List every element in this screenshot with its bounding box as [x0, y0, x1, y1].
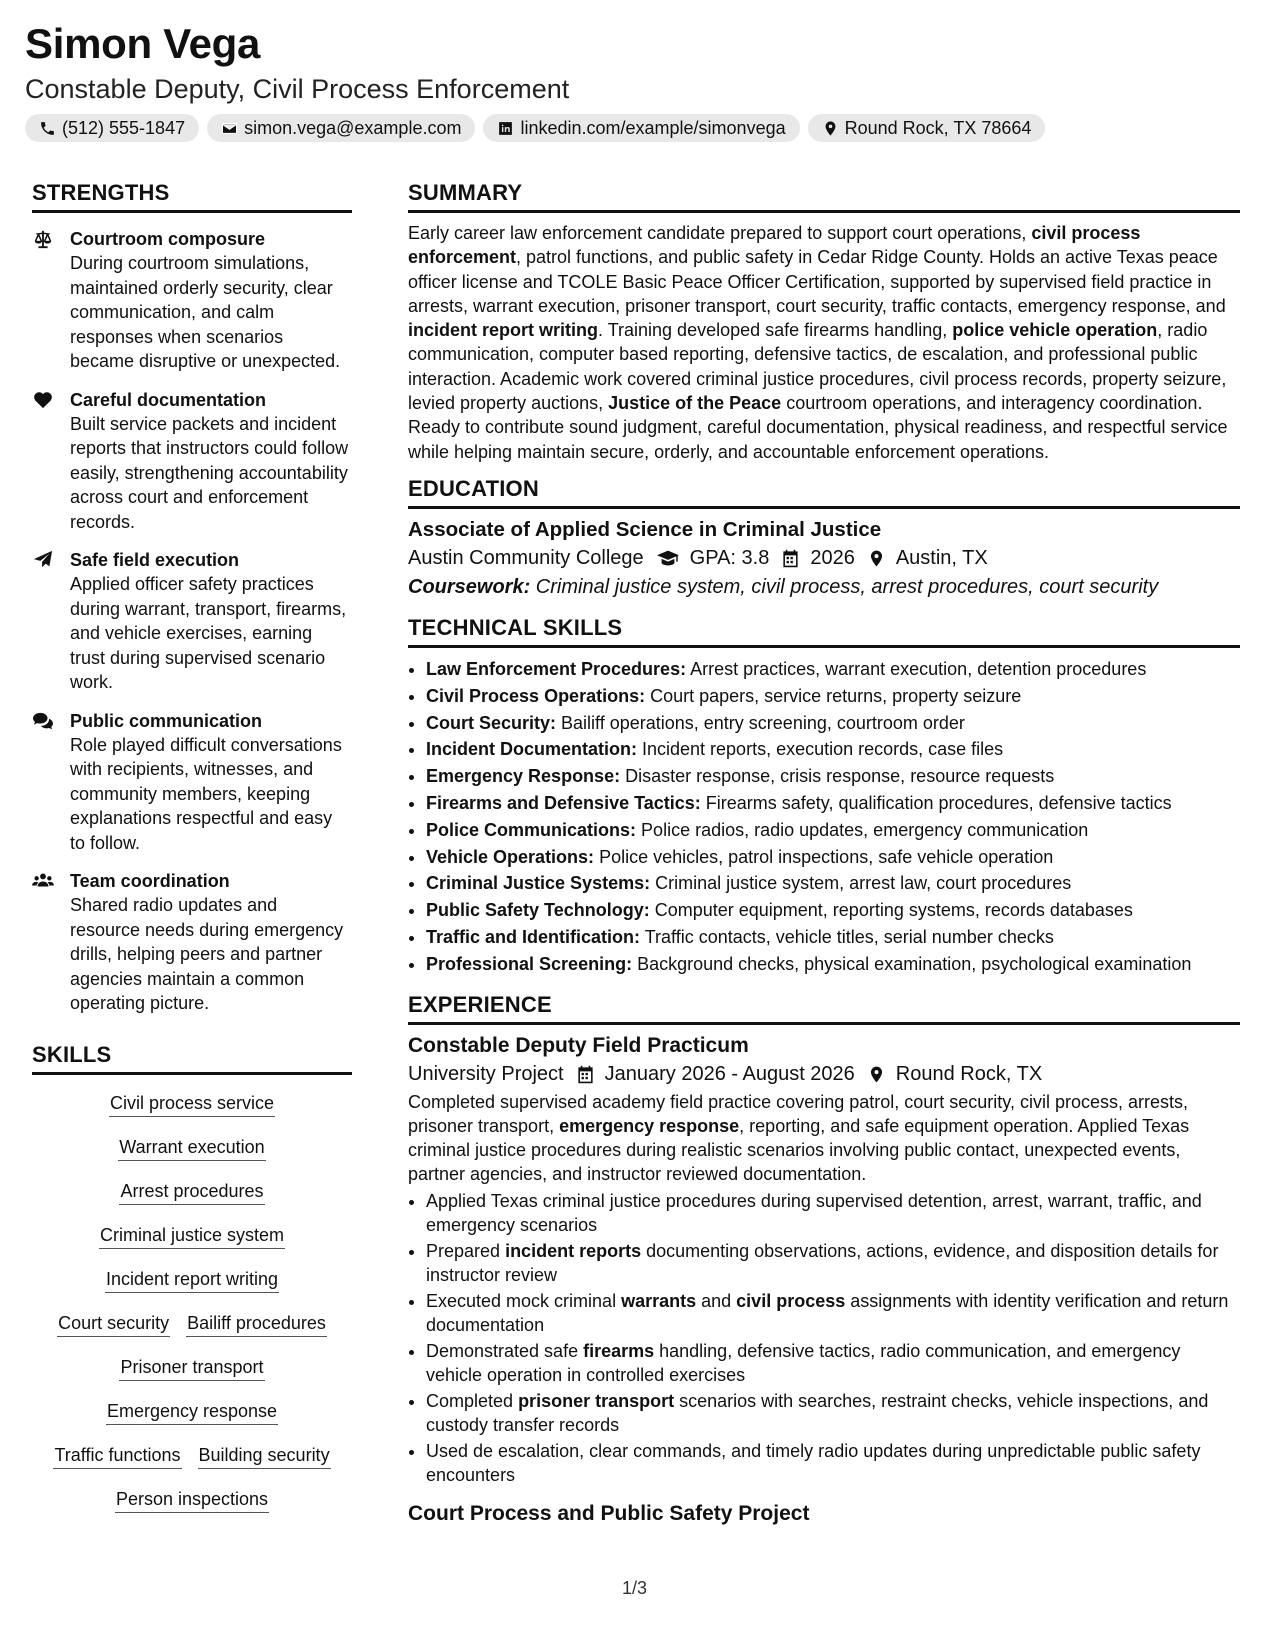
experience-heading: EXPERIENCE	[408, 992, 1240, 1025]
skill-label: Emergency Response:	[426, 766, 621, 787]
skill-tag: Building security	[198, 1442, 331, 1469]
emphasis-text: prisoner transport	[518, 1391, 675, 1412]
skill-tag: Warrant execution	[118, 1134, 265, 1161]
contact-email[interactable]	[207, 114, 475, 142]
education-meta	[408, 547, 1240, 570]
skills-heading: SKILLS	[32, 1042, 352, 1075]
list-item	[426, 844, 1240, 871]
location-icon	[867, 549, 886, 568]
skill-label: Traffic and Identification:	[426, 926, 641, 947]
strength-desc: Applied officer safety practices during warrant, transport, firearms, and vehicle exercises, earning trust during supervised scenario work.	[70, 574, 347, 692]
skill-label: Vehicle Operations:	[426, 846, 595, 867]
linkedin-icon	[497, 120, 514, 137]
contact-email-text: simon.vega@example.com	[244, 117, 462, 138]
emphasis-text: warrants	[621, 1290, 697, 1311]
emphasis-text: incident report writing	[408, 320, 599, 341]
list-item	[426, 924, 1240, 951]
list-item	[426, 897, 1240, 924]
school-name: Austin Community College	[408, 546, 644, 569]
skill-value: Court papers, service returns, property seizure	[645, 685, 1022, 706]
email-icon	[221, 120, 238, 137]
list-item	[426, 683, 1240, 710]
skill-value: Criminal justice system, arrest law, court procedures	[650, 873, 1072, 894]
body-text: documenting observations, actions, evidence, and disposition details for instructor review	[426, 1240, 1219, 1286]
emphasis-text: civil process	[736, 1290, 846, 1311]
skill-tag: Court security	[57, 1310, 170, 1337]
emphasis-text: civil process enforcement	[408, 223, 1141, 268]
calendar-icon	[576, 1065, 595, 1084]
education-location: Austin, TX	[895, 546, 988, 569]
emphasis-text: Justice of the Peace	[608, 393, 782, 414]
body-text: Early career law enforcement candidate prepared to support court operations,	[408, 223, 1032, 243]
list-item	[426, 656, 1240, 683]
location-icon	[822, 120, 839, 137]
skill-tag: Traffic functions	[53, 1442, 181, 1469]
skill-value: Bailiff operations, entry screening, courtroom order	[556, 712, 965, 733]
education-heading: EDUCATION	[408, 476, 1240, 509]
emphasis-text: emergency response	[559, 1115, 740, 1136]
left-column	[32, 180, 352, 1523]
body-text: Demonstrated safe	[426, 1341, 584, 1361]
contact-phone-text: (512) 555-1847	[62, 117, 186, 138]
skill-tag: Arrest procedures	[119, 1178, 264, 1205]
list-item	[426, 710, 1240, 737]
skill-value: Background checks, physical examination, psychological examination	[632, 953, 1192, 974]
job-description	[408, 1090, 1240, 1187]
list-item	[426, 763, 1240, 790]
body-text: , radio communication, computer based reporting, defensive tactics, de escalation, and professional public interaction. Academic work covered criminal justice procedures, civil process records, property seizure, levied property auctions,	[408, 320, 1227, 414]
body-text: . Training developed safe firearms handling,	[598, 320, 953, 341]
skill-value: Incident reports, execution records, case files	[637, 739, 1004, 760]
coursework	[408, 576, 1240, 599]
skill-label: Incident Documentation:	[426, 739, 637, 760]
skill-tag: Prisoner transport	[119, 1354, 264, 1381]
list-item	[426, 736, 1240, 763]
strength-desc: Role played difficult conversations with recipients, witnesses, and community members, keeping explanations respectful and easy to follow.	[70, 734, 342, 853]
skill-value: Firearms safety, qualification procedures, defensive tactics	[700, 792, 1172, 813]
body-text: Used de escalation, clear commands, and timely radio updates during unpredictable public safety encounters	[426, 1441, 1201, 1486]
strength-item	[32, 709, 352, 856]
body-text: Completed	[426, 1391, 519, 1412]
skill-label: Police Communications:	[426, 819, 637, 840]
summary-heading: SUMMARY	[408, 180, 1240, 213]
body-text: , reporting, and safe equipment operation. Applied Texas criminal justice procedures during realistic scenarios involving public contact, unexpected events, partner agencies, and instructor reviewed documentation.	[408, 1115, 1190, 1185]
list-item	[426, 1389, 1240, 1438]
list-item	[426, 870, 1240, 897]
contact-location-text: Round Rock, TX 78664	[844, 117, 1032, 138]
body-text: Applied Texas criminal justice procedures during supervised detention, arrest, warrant, traffic, and emergency scenarios	[426, 1190, 1202, 1236]
body-text: and	[696, 1290, 737, 1311]
job-dates: January 2026 - August 2026	[604, 1062, 855, 1085]
strength-item	[32, 548, 352, 695]
gpa-value: GPA: 3.8	[689, 546, 770, 569]
summary-text	[408, 221, 1240, 464]
strength-desc: Shared radio updates and resource needs during emergency drills, helping peers and partner agencies maintain a common operating picture.	[70, 895, 344, 1013]
graduation-year: 2026	[810, 546, 855, 569]
list-item	[426, 817, 1240, 844]
skill-tag: Civil process service	[109, 1090, 275, 1117]
skill-label: Court Security:	[426, 712, 557, 733]
emphasis-text: police vehicle operation	[952, 320, 1158, 341]
body-text: Completed supervised academy field practice covering patrol, court security, civil process, arrests, prisoner transport,	[408, 1091, 1188, 1136]
skill-label: Firearms and Defensive Tactics:	[426, 792, 701, 813]
job-organization: University Project	[408, 1062, 564, 1085]
comments-icon	[32, 711, 54, 731]
list-item	[426, 1439, 1240, 1488]
list-item	[426, 1239, 1240, 1288]
technical-skills-list	[408, 656, 1240, 978]
list-item	[426, 1289, 1240, 1338]
contact-location[interactable]	[808, 114, 1046, 142]
phone-icon	[39, 120, 56, 137]
list-item	[426, 951, 1240, 978]
skill-label: Criminal Justice Systems:	[426, 873, 651, 894]
strength-title: Team coordination	[70, 871, 230, 891]
skill-label: Law Enforcement Procedures:	[426, 658, 687, 679]
heart-icon	[32, 390, 54, 410]
body-text: Prepared	[426, 1240, 506, 1261]
body-text: scenarios with searches, restraint checks, vehicle inspections, and custody transfer records	[426, 1391, 1209, 1436]
calendar-icon	[781, 549, 800, 568]
list-item	[426, 790, 1240, 817]
skill-value: Computer equipment, reporting systems, records databases	[649, 900, 1133, 921]
graduation-cap-icon	[656, 547, 680, 569]
emphasis-text: incident reports	[505, 1240, 642, 1261]
coursework-label: Coursework:	[408, 575, 531, 598]
skill-label: Public Safety Technology:	[426, 900, 650, 921]
technical-skills-heading: TECHNICAL SKILLS	[408, 615, 1240, 648]
degree-title: Associate of Applied Science in Criminal Justice	[408, 517, 882, 541]
body-text: handling, defensive tactics, radio communication, and emergency vehicle operation in controlled exercises	[426, 1341, 1181, 1386]
contact-bar	[25, 114, 1045, 142]
skill-value: Police radios, radio updates, emergency communication	[636, 819, 1089, 840]
strength-item	[32, 227, 352, 374]
strength-item	[32, 388, 352, 535]
candidate-name: Simon Vega	[25, 20, 261, 67]
strength-title: Careful documentation	[70, 389, 267, 410]
strengths-heading: STRENGTHS	[32, 180, 352, 213]
job-location: Round Rock, TX	[895, 1062, 1043, 1085]
coursework-text: Criminal justice system, civil process, arrest procedures, court security	[530, 575, 1159, 598]
contact-linkedin-text: linkedin.com/example/simonvega	[520, 117, 786, 138]
users-icon	[32, 871, 54, 891]
skill-tag: Criminal justice system	[99, 1222, 285, 1249]
skill-tag: Emergency response	[106, 1398, 278, 1425]
scale-icon	[32, 229, 54, 249]
body-text: assignments with identity verification and return documentation	[426, 1290, 1229, 1336]
skill-value: Police vehicles, patrol inspections, safe vehicle operation	[594, 846, 1054, 867]
contact-linkedin[interactable]	[483, 114, 799, 142]
skill-label: Civil Process Operations:	[426, 685, 646, 706]
job-meta	[408, 1063, 1240, 1086]
strength-desc: Built service packets and incident reports that instructors could follow easily, strengthening accountability across court and enforcement records.	[70, 413, 349, 532]
skill-value: Disaster response, crisis response, resource requests	[620, 766, 1055, 787]
contact-phone[interactable]	[25, 114, 199, 142]
body-text: courtroom operations, and interagency coordination. Ready to contribute sound judgment, careful documentation, physical readiness, and respectful service while helping maintain secure, orderly, and accountable enforcement operations.	[408, 393, 1228, 462]
paper-plane-icon	[32, 550, 54, 570]
job-bullets	[408, 1189, 1240, 1488]
list-item	[426, 1339, 1240, 1388]
job-title: Constable Deputy Field Practicum	[408, 1033, 749, 1057]
skill-tag: Bailiff procedures	[186, 1310, 327, 1337]
skill-value: Arrest practices, warrant execution, detention procedures	[686, 658, 1147, 679]
strength-desc: During courtroom simulations, maintained orderly security, clear communication, and calm responses when scenarios became disruptive or unexpected.	[70, 253, 341, 371]
skill-label: Professional Screening:	[426, 953, 633, 974]
skill-tag: Person inspections	[115, 1486, 269, 1513]
strength-title: Courtroom composure	[70, 229, 266, 249]
skill-tags	[32, 1083, 352, 1523]
strength-item	[32, 869, 352, 1016]
next-job-title: Court Process and Public Safety Project	[408, 1501, 810, 1525]
emphasis-text: firearms	[583, 1341, 655, 1361]
candidate-title: Constable Deputy, Civil Process Enforcement	[25, 74, 570, 104]
body-text: , patrol functions, and public safety in Cedar Ridge County. Holds an active Texas peace officer license and TCOLE Basic Peace Officer Certification, supported by supervised field practice in arrests, warrant execution, prisoner transport, court security, traffic contacts, emergency response, and	[408, 247, 1226, 316]
skill-tag: Incident report writing	[105, 1266, 279, 1293]
page-number: 1/3	[622, 1578, 648, 1598]
body-text: Executed mock criminal	[426, 1290, 622, 1311]
location-icon	[867, 1065, 886, 1084]
skill-value: Traffic contacts, vehicle titles, serial number checks	[640, 926, 1054, 947]
strength-title: Public communication	[70, 710, 263, 731]
right-column	[408, 180, 1240, 1526]
list-item	[426, 1189, 1240, 1238]
strength-title: Safe field execution	[70, 550, 240, 570]
